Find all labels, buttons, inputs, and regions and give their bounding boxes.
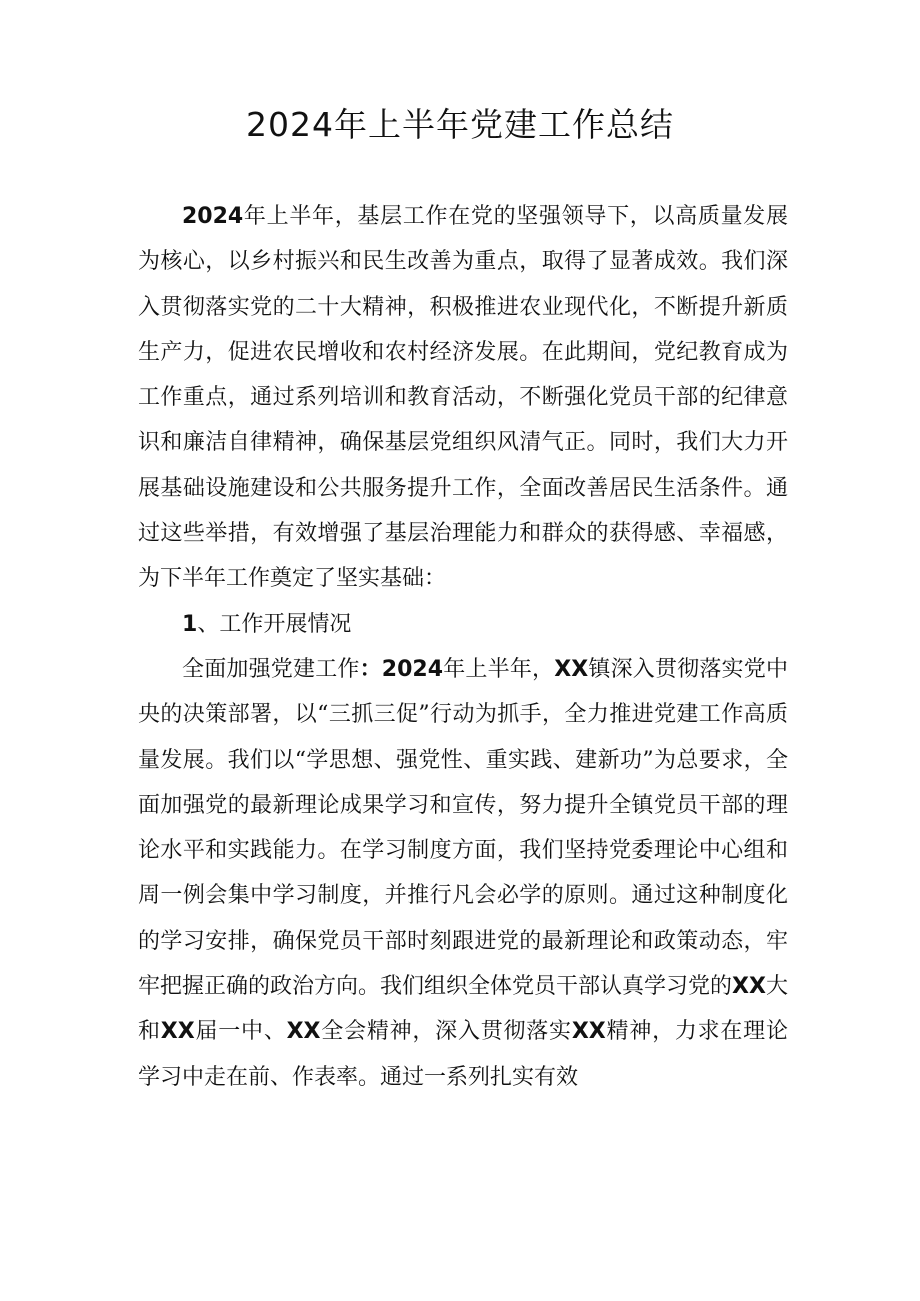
placeholder-xx-4: XX (286, 1019, 321, 1045)
section-heading (138, 602, 788, 647)
placeholder-xx-2: XX (732, 974, 766, 1000)
document-body (138, 194, 788, 1100)
intro-paragraph (138, 194, 788, 602)
paragraph-lead: 全面加强党建工作 (182, 656, 360, 682)
placeholder-xx-1: XX (554, 656, 589, 682)
paragraph-text-6: 精神，力求在理论学习中走在前、作表率。通过一系列扎实有效 (138, 1019, 788, 1090)
paragraph-text-4: 届一中、 (194, 1019, 287, 1045)
paragraph-text-1: 年上半年， (443, 656, 555, 682)
intro-text: 年上半年，基层工作在党的坚强领导下，以高质量发展为核心，以乡村振兴和民生改善为重点，取得了显著成效。我们深入贯彻落实党的二十大精神，积极推进农业现代化，不断提升新质生产力，促进农民增收和农村经济发展。在此期间，党纪教育成为工作重点，通过系列培训和教育活动，不断强化党员干部的纪律意识和廉洁自律精神，确保基层党组织风清气正。同时，我们大力开展基础设施建设和公共服务提升工作，全面改善居民生活条件。通过这些举措，有效增强了基层治理能力和群众的获得感、幸福感，为下半年工作奠定了坚实基础： (138, 204, 788, 592)
paragraph-text-2: 镇深入贯彻落实党中央的决策部署，以“三抓三促”行动为抓手，全力推进党建工作高质量发展。我们以“学思想、强党性、重实践、建新功”为总要求，全面加强党的最新理论成果学习和宣传，努力提升全镇党员干部的理论水平和实践能力。在学习制度方面，我们坚持党委理论中心组和周一例会集中学习制度，并推行凡会必学的原则。通过这种制度化的学习安排，确保党员干部时刻跟进党的最新理论和政策动态，牢牢把握正确的政治方向。我们组织全体党员干部认真学习党的 (138, 656, 788, 1000)
work-paragraph (138, 647, 788, 1100)
placeholder-xx-3: XX (160, 1019, 195, 1045)
document-title: 2024年上半年党建工作总结 (246, 105, 674, 144)
section-title: 、工作开展情况 (197, 611, 352, 637)
intro-year: 2024 (182, 204, 244, 229)
paragraph-year: 2024 (381, 656, 444, 682)
section-number: 1 (182, 611, 198, 637)
placeholder-xx-5: XX (571, 1019, 606, 1045)
paragraph-text-5: 全会精神，深入贯彻落实 (320, 1019, 572, 1045)
paragraph-text-3: 大和 (138, 974, 788, 1045)
paragraph-colon: ： (359, 656, 382, 682)
